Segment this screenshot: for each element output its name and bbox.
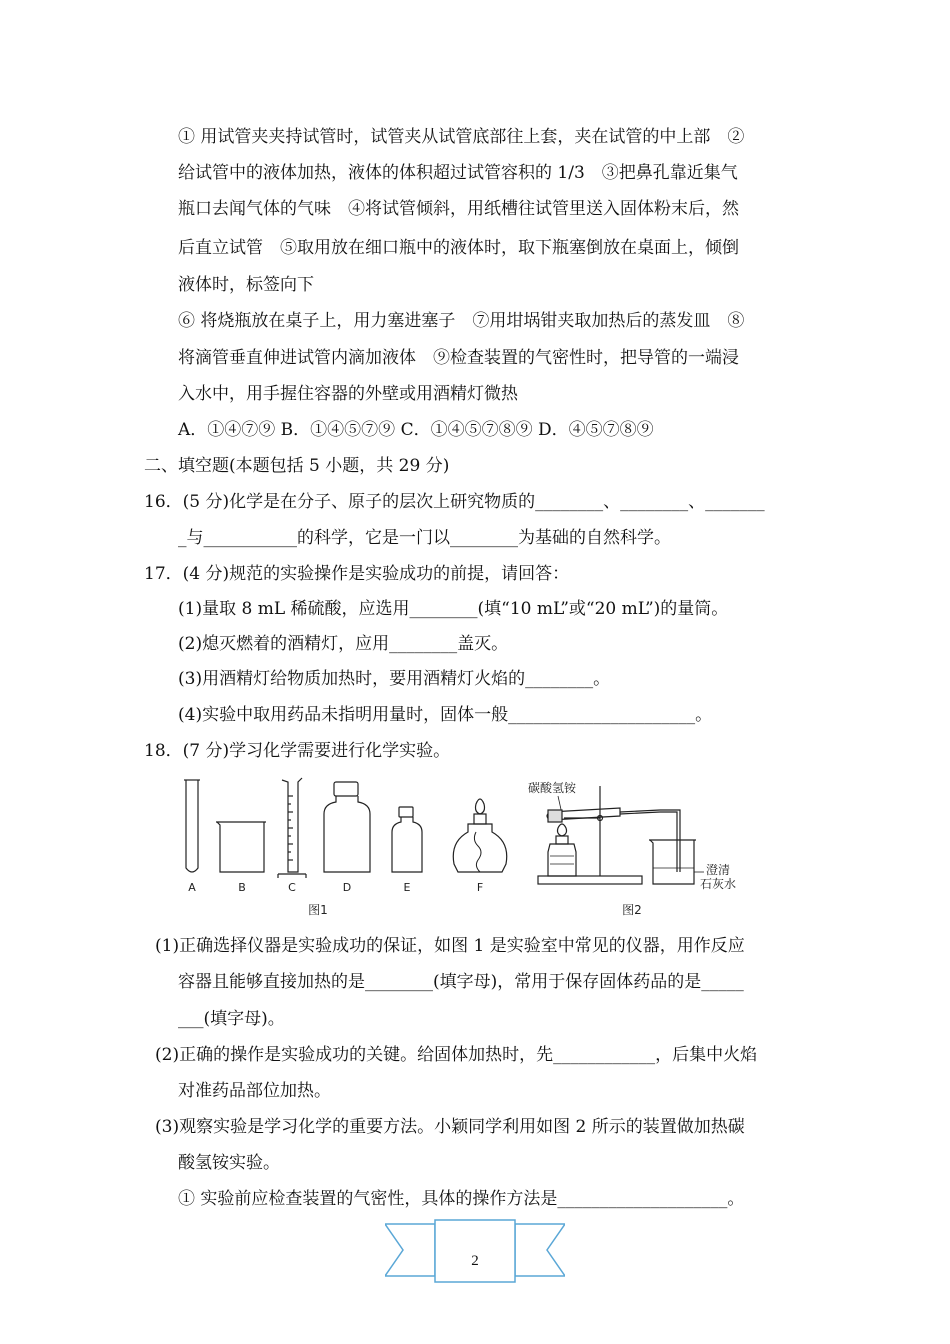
q18-stem: 18．(7 分)学习化学需要进行化学实验。	[144, 741, 451, 761]
q15-line-3: 瓶口去闻气体的气味 ④将试管倾斜，用纸槽往试管里送入固体粉末后，然	[178, 199, 739, 219]
q15-line-6: ⑥ 将烧瓶放在桌子上，用力塞进塞子 ⑦用坩埚钳夹取加热后的蒸发皿 ⑧	[178, 311, 745, 331]
section-title: 二、填空题(本题包括 5 小题，共 29 分)	[144, 456, 450, 476]
q18-line-5: 对准药品部位加热。	[178, 1081, 331, 1101]
label-a: A	[188, 881, 196, 894]
alcohol-lamp-icon	[453, 799, 506, 872]
limewater-label-1: 澄清	[706, 863, 731, 877]
q18-line-7: 酸氢铵实验。	[178, 1153, 280, 1173]
label-d: D	[342, 881, 352, 894]
q17-item-2: (2)熄灭燃着的酒精灯，应用________盖灭。	[178, 634, 509, 654]
q18-line-2: 容器且能够直接加热的是________(填字母)，常用于保存固体药品的是_____	[178, 972, 744, 992]
alcohol-lamp-icon	[548, 824, 576, 876]
label-f: F	[476, 881, 484, 894]
figure-1-caption: 图1	[308, 903, 328, 917]
label-c: C	[288, 881, 296, 894]
q18-line-3: ___(填字母)。	[178, 1009, 285, 1029]
narrow-mouth-bottle-icon	[392, 807, 422, 872]
label-b: B	[238, 881, 246, 894]
q17-item-1: (1)量取 8 mL 稀硫酸，应选用________(填“10 mL”或“20 mL”)的量筒。	[178, 599, 729, 619]
q18-line-1: (1)正确选择仪器是实验成功的保证，如图 1 是实验室中常见的仪器，用作反应	[155, 936, 745, 956]
graduated-cylinder-icon	[278, 778, 306, 878]
iron-stand-icon	[538, 786, 642, 884]
q15-line-2: 给试管中的液体加热，液体的体积超过试管容积的 1/3 ③把鼻孔靠近集气	[178, 163, 738, 183]
reagent-label: 碳酸氢铵	[528, 781, 577, 795]
page-number: 2	[471, 1253, 479, 1269]
q17-item-3: (3)用酒精灯给物质加热时，要用酒精灯火焰的________。	[178, 669, 611, 689]
q15-line-5: 液体时，标签向下	[178, 275, 314, 295]
q16-line-2: _与___________的科学，它是一门以________为基础的自然科学。	[178, 528, 671, 548]
q15-line-7: 将滴管垂直伸进试管内滴加液体 ⑨检查装置的气密性时，把导管的一端浸	[178, 348, 739, 368]
wide-mouth-bottle-icon	[324, 782, 370, 872]
q17-stem: 17．(4 分)规范的实验操作是实验成功的前提，请回答：	[144, 564, 570, 584]
q18-line-4: (2)正确的操作是实验成功的关键。给固体加热时，先____________，后集中火焰	[155, 1045, 758, 1065]
q15-line-4: 后直立试管 ⑤取用放在细口瓶中的液体时，取下瓶塞倒放在桌面上，倾倒	[178, 238, 739, 258]
q18-line-6: (3)观察实验是学习化学的重要方法。小颖同学利用如图 2 所示的装置做加热碳	[155, 1117, 745, 1137]
q16-line-1: 16．(5 分)化学是在分子、原子的层次上研究物质的________、________、_______	[144, 492, 765, 512]
figure-1-apparatus	[170, 776, 510, 926]
q17-item-4: (4)实验中取用药品未指明用量时，固体一般______________________。	[178, 705, 713, 725]
figure-2-caption: 图2	[622, 903, 642, 917]
test-tube-icon	[184, 780, 200, 872]
label-e: E	[403, 881, 411, 894]
beaker-icon	[216, 822, 266, 872]
figure-2-apparatus	[520, 776, 750, 926]
q15-line-8: 入水中，用手握住容器的外壁或用酒精灯微热	[178, 384, 518, 404]
limewater-label-2: 石灰水	[700, 877, 737, 891]
q15-options: A．①④⑦⑨ B．①④⑤⑦⑨ C．①④⑤⑦⑧⑨ D．④⑤⑦⑧⑨	[178, 420, 654, 440]
q15-line-1: ① 用试管夹夹持试管时，试管夹从试管底部往上套，夹在试管的中上部 ②	[178, 127, 745, 147]
q18-line-8: ① 实验前应检查装置的气密性，具体的操作方法是____________________。	[178, 1189, 745, 1209]
